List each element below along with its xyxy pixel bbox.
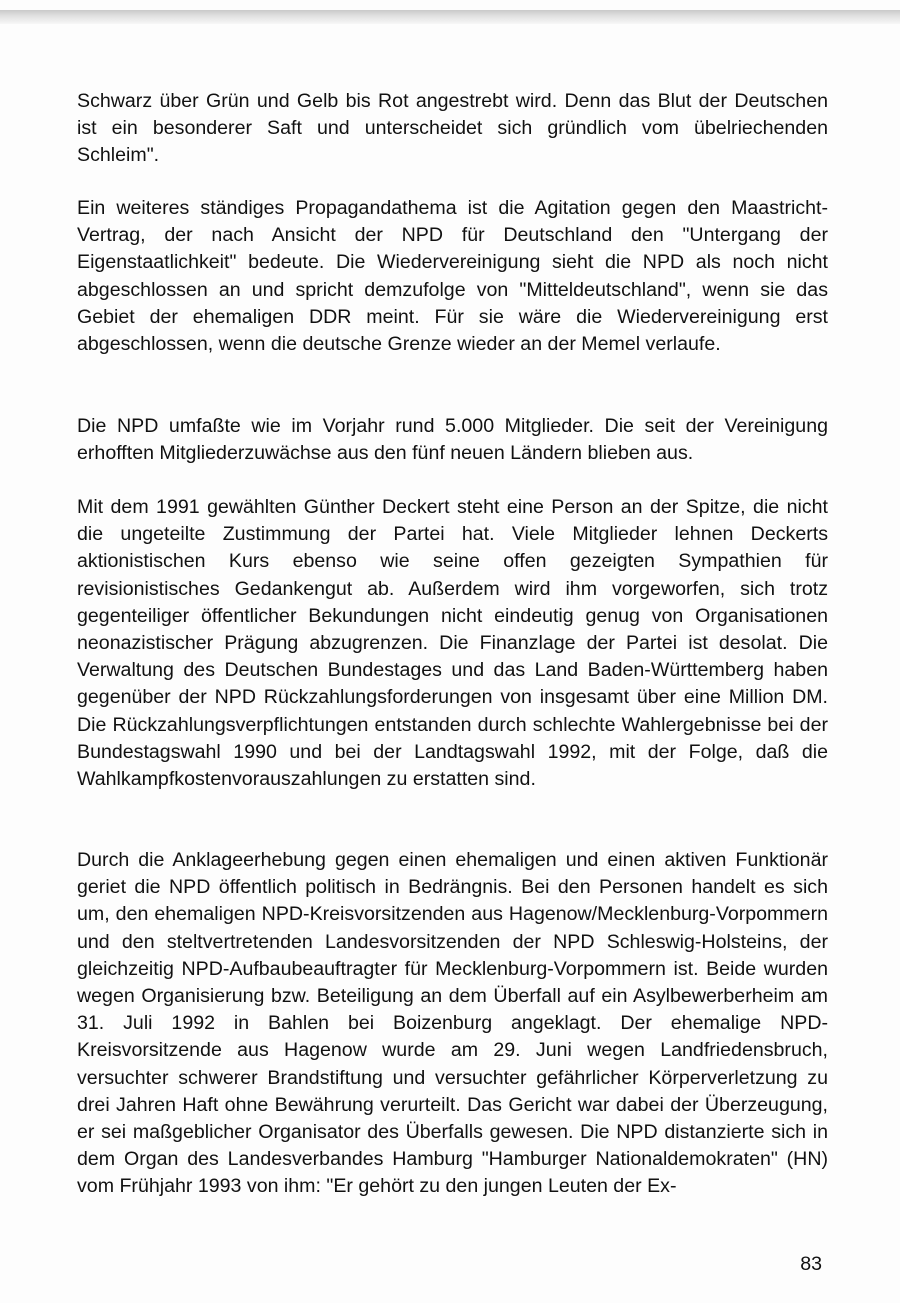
paragraph-4: Mit dem 1991 gewählten Günther Deckert steht eine Person an der Spitze, die nicht die ungeteilte Zustimmung der Partei hat. Viele Mitglieder lehnen Deckerts aktionistischen Kurs ebenso wie seine offen gezeigten Sympathien für revisionistisches Gedankengut ab. Außerdem wird ihm vorgeworfen, sich trotz gegenteiliger öffentlicher Bekundungen nicht eindeutig genug von Organisationen neonazistischer Prägung abzugrenzen. Die Finanzlage der Partei ist desolat. Die Verwaltung des Deutschen Bundestages und das Land Baden-Württemberg haben gegenüber der NPD Rückzahlungsforderungen von insgesamt über eine Million DM. Die Rückzahlungsverpflichtungen entstanden durch schlechte Wahlergebnisse bei der Bundestagswahl 1990 und bei der Landtagswahl 1992, mit der Folge, daß die Wahlkampfkostenvorauszahlungen zu erstatten sind.	[77, 496, 828, 791]
paragraph-5: Durch die Anklageerhebung gegen einen ehemaligen und einen aktiven Funktionär geriet die NPD öffentlich politisch in Bedrängnis. Bei den Personen handelt es sich um, den ehemaligen NPD-Kreisvorsitzenden aus Hagenow/Mecklenburg-Vorpommern und den steltvertretenden Landesvorsitzenden der NPD Schleswig-Holsteins, der gleichzeitig NPD-Aufbaubeauftragter für Mecklenburg-Vorpommern ist. Beide wurden wegen Organisierung bzw. Beteiligung an dem Überfall auf ein Asylbewerberheim am 31. Juli 1992 in Bahlen bei Boizenburg angeklagt. Der ehemalige NPD-Kreisvorsitzende aus Hagenow wurde am 29. Juni wegen Landfriedensbruch, versuchter schwerer Brandstiftung und versuchter gefährlicher Körperverletzung zu drei Jahren Haft ohne Bewährung verurteilt. Das Gericht war dabei der Überzeugung, er sei maßgeblicher Organisator des Überfalls gewesen. Die NPD distanzierte sich in dem Organ des Landesverbandes Hamburg "Hamburger Nationaldemokraten" (HN) vom Frühjahr 1993 von ihm: "Er gehört zu den jungen Leuten der Ex-	[77, 849, 828, 1198]
page-number: 83	[800, 1253, 822, 1275]
scan-top-edge	[0, 10, 900, 24]
paragraph-1: Schwarz über Grün und Gelb bis Rot angestrebt wird. Denn das Blut der Deutschen ist ein besonderer Saft und unterscheidet sich gründlich vom übelriechenden Schleim".	[77, 90, 828, 167]
paragraph-3: Die NPD umfaßte wie im Vorjahr rund 5.000 Mitglieder. Die seit der Vereinigung erhofften Mitgliederzuwächse aus den fünf neuen Ländern blieben aus.	[77, 415, 828, 465]
paragraph-2: Ein weiteres ständiges Propagandathema ist die Agitation gegen den Maastricht-Vertrag, der nach Ansicht der NPD für Deutschland den "Untergang der Eigenstaatlichkeit" bedeute. Die Wiedervereinigung sieht die NPD als noch nicht abgeschlossen an und spricht demzufolge von "Mitteldeutschland", wenn sie das Gebiet der ehemaligen DDR meint. Für sie wäre die Wiedervereinigung erst abgeschlossen, wenn die deutsche Grenze wieder an der Memel verlaufe.	[77, 197, 828, 356]
